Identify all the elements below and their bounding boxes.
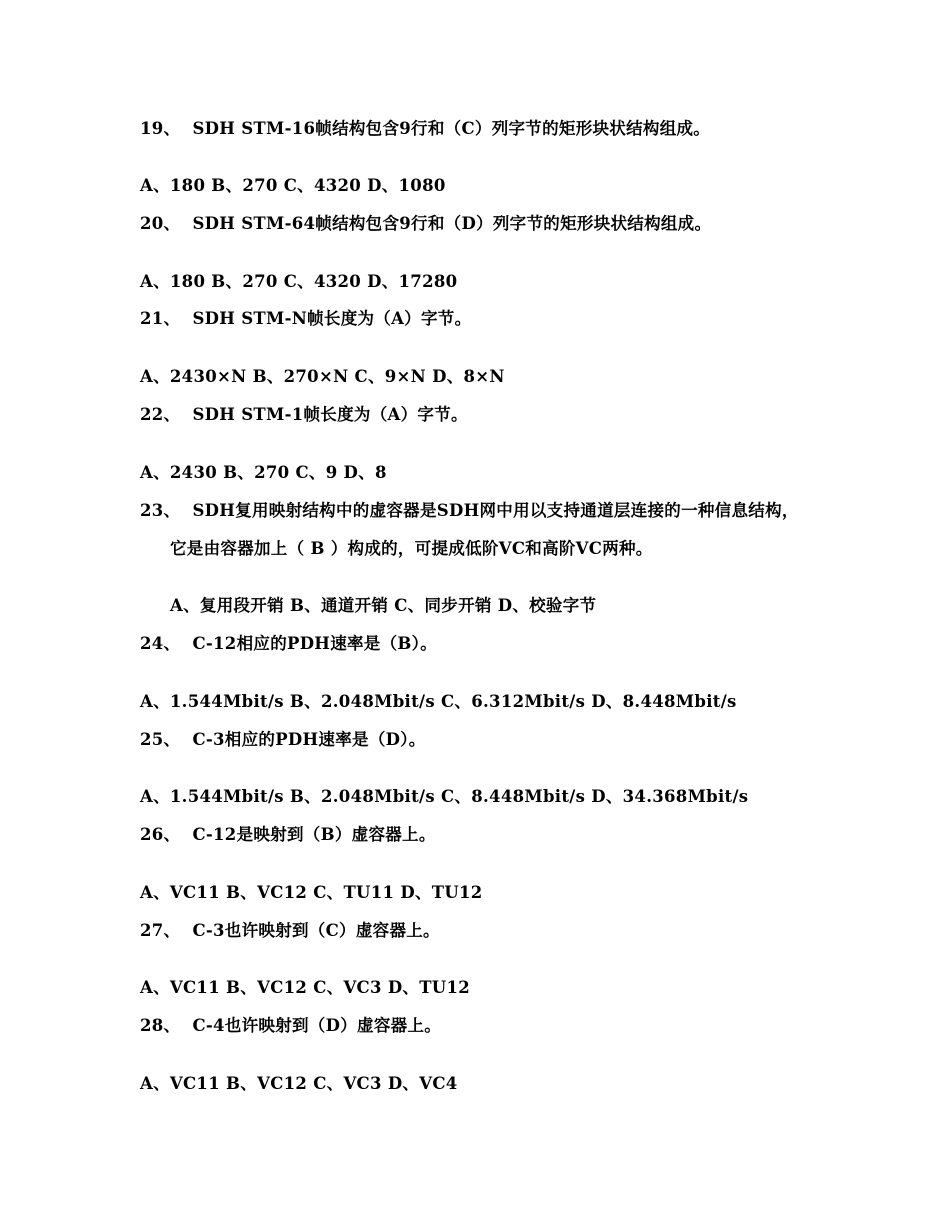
options-25: A、1.544Mbit/s B、2.048Mbit/s C、8.448Mbit/s D、34.368Mbit/s (140, 787, 749, 806)
question-22: 22、 SDH STM-1帧长度为（A）字节。 (140, 405, 468, 424)
question-28: 28、 C-4也许映射到（D）虚容器上。 (140, 1016, 442, 1035)
options-24: A、1.544Mbit/s B、2.048Mbit/s C、6.312Mbit/s D、8.448Mbit/s (140, 692, 737, 711)
question-20: 20、 SDH STM-64帧结构包含9行和（D）列字节的矩形块状结构组成。 (140, 214, 712, 233)
options-26: A、VC11 B、VC12 C、TU11 D、TU12 (140, 883, 483, 902)
question-24: 24、 C-12相应的PDH速率是（B）。 (140, 634, 437, 653)
question-21: 21、 SDH STM-N帧长度为（A）字节。 (140, 309, 472, 328)
question-27: 27、 C-3也许映射到（C）虚容器上。 (140, 921, 440, 940)
options-22: A、2430 B、270 C、9 D、8 (140, 463, 387, 482)
question-23: 23、 SDH复用映射结构中的虚容器是SDH网中用以支持通道层连接的一种信息结构， (140, 501, 799, 520)
options-20: A、180 B、270 C、4320 D、17280 (140, 272, 458, 291)
question-19: 19、 SDH STM-16帧结构包含9行和（C）列字节的矩形块状结构组成。 (140, 119, 711, 138)
question-26: 26、 C-12是映射到（B）虚容器上。 (140, 825, 436, 844)
options-23: A、复用段开销 B、通道开销 C、同步开销 D、校验字节 (170, 596, 597, 615)
options-21: A、2430×N B、270×N C、9×N D、8×N (140, 367, 505, 386)
options-27: A、VC11 B、VC12 C、VC3 D、TU12 (140, 978, 471, 997)
options-28: A、VC11 B、VC12 C、VC3 D、VC4 (140, 1074, 458, 1093)
question-25: 25、 C-3相应的PDH速率是（D）。 (140, 730, 426, 749)
options-19: A、180 B、270 C、4320 D、1080 (140, 176, 446, 195)
question-23-continued: 它是由容器加上（ B ）构成的，可提成低阶VC和高阶VC两种。 (170, 539, 653, 558)
